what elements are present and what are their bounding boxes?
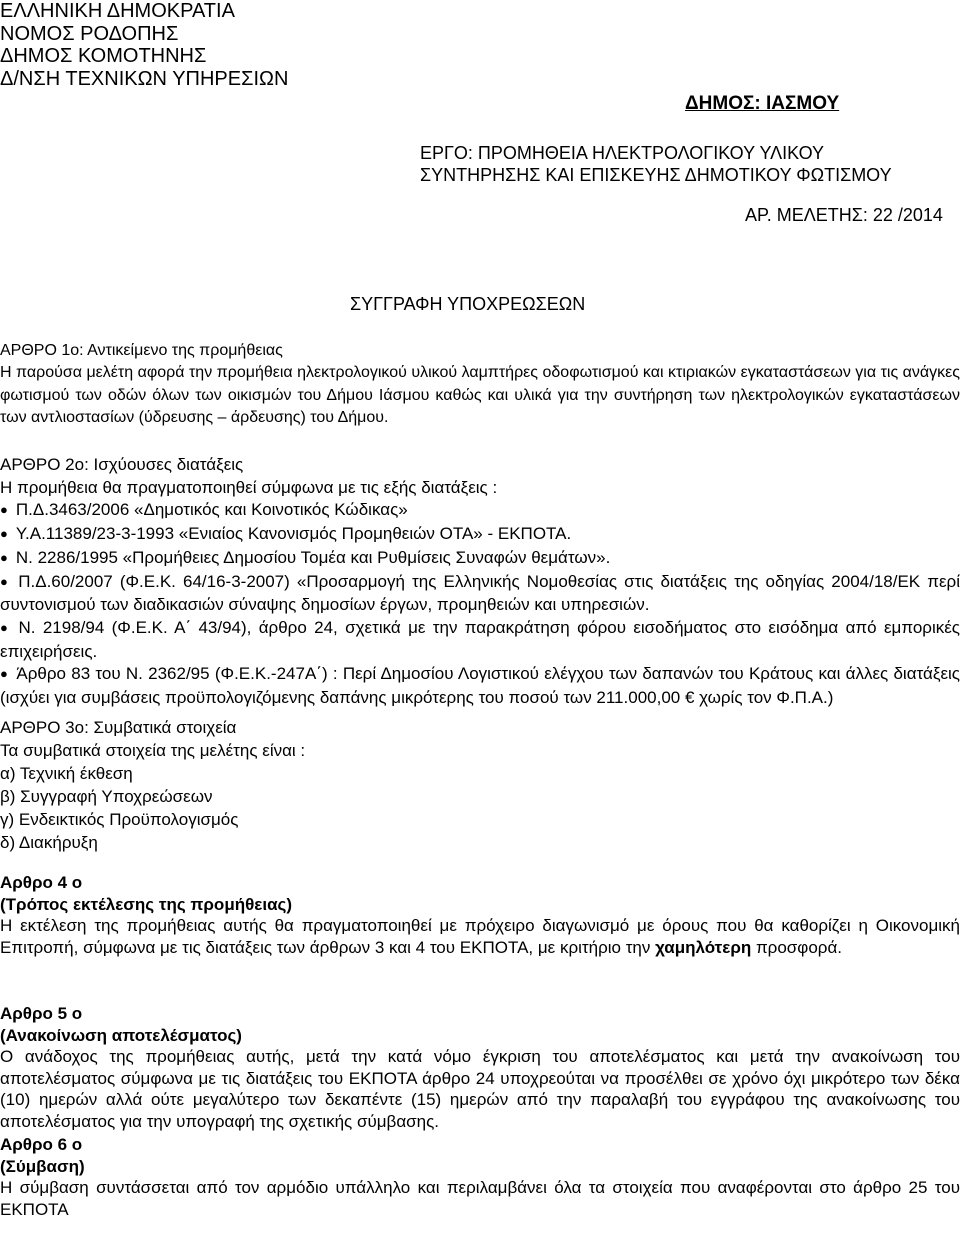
article-6-text: Η σύμβαση συντάσσεται από τον αρμόδιο υπάλληλο και περιλαμβάνει όλα τα στοιχεία που αναφέρονται στο άρθρο 25 του ΕΚΠΟΤΑ (0, 1178, 960, 1219)
authority-header (0, 0, 288, 90)
project-line-1: ΕΡΓΟ: ΠΡΟΜΗΘΕΙΑ ΗΛΕΚΤΡΟΛΟΓΙΚΟΥ ΥΛΙΚΟΥ (420, 143, 825, 163)
article-1 (0, 340, 960, 430)
header-line: ΕΛΛΗΝΙΚΗ ΔΗΜΟΚΡΑΤΙΑ (0, 0, 235, 22)
article-4-text-end: προσφορά. (751, 937, 843, 957)
article-5 (0, 1003, 960, 1133)
list-item: ● Π.Δ.3463/2006 «Δημοτικός και Κοινοτικός Κώδικας» (0, 499, 960, 523)
article-3-intro: Τα συμβατικά στοιχεία της μελέτης είναι : (0, 741, 306, 760)
article-2-heading: ΑΡΘΡΟ 2ο: Ισχύουσες διατάξεις (0, 455, 244, 474)
municipality-label: ΔΗΜΟΣ: ΙΑΣΜΟΥ (685, 93, 840, 114)
list-item: γ) Ενδεικτικός Προϋπολογισμός (0, 810, 239, 829)
article-6 (0, 1134, 960, 1220)
article-5-subheading: (Ανακοίνωση αποτελέσματος) (0, 1025, 242, 1045)
article-5-heading: Αρθρο 5 ο (0, 1004, 83, 1023)
list-item: ● Ν. 2286/1995 «Προμήθειες Δημοσίου Τομέα και Ρυθμίσεις Συναφών θεμάτων». (0, 547, 960, 571)
article-4-heading: Αρθρο 4 ο (0, 873, 83, 892)
article-4 (0, 872, 960, 958)
header-line: ΔΗΜΟΣ ΚΟΜΟΤΗΝΗΣ (0, 45, 207, 67)
article-6-subheading: (Σύμβαση) (0, 1156, 85, 1176)
article-4-text-main: Η εκτέλεση της προμήθειας αυτής θα πραγματοποιηθεί με πρόχειρο διαγωνισμό με όρους που θα καθορίζει η Οικονομική Επιτροπή, σύμφωνα με τις διατάξεις των άρθρων 3 και 4 του ΕΚΠΟΤΑ, με κριτήριο την (0, 916, 960, 957)
article-6-heading: Αρθρο 6 ο (0, 1135, 83, 1154)
article-2-intro: Η προμήθεια θα πραγματοποιηθεί σύμφωνα με τις εξής διατάξεις : (0, 477, 498, 497)
list-item: ● Π.Δ.60/2007 (Φ.Ε.Κ. 64/16-3-2007) «Προσαρμογή της Ελληνικής Νομοθεσίας στις διατάξεις της οδηγίας 2004/18/ΕΚ περί συντονισμού των διαδικασιών σύναψης δημοσίων έργων, προμηθειών και υπηρεσιών. (0, 571, 960, 617)
article-4-subheading: (Τρόπος εκτέλεσης της προμήθειας) (0, 894, 293, 914)
list-item: δ) Διακήρυξη (0, 833, 98, 852)
document-title: ΣΥΓΓΡΑΦΗ ΥΠΟΧΡΕΩΣΕΩΝ (350, 294, 586, 314)
article-2 (0, 454, 960, 710)
article-3 (0, 716, 960, 854)
study-number: ΑΡ. ΜΕΛΕΤΗΣ: 22 /2014 (745, 205, 943, 225)
article-1-heading: ΑΡΘΡΟ 1ο: Αντικείμενο της προμήθειας (0, 342, 283, 359)
article-3-heading: ΑΡΘΡΟ 3ο: Συμβατικά στοιχεία (0, 718, 237, 737)
project-line-2: ΣΥΝΤΗΡΗΣΗΣ ΚΑΙ ΕΠΙΣΚΕΥΗΣ ΔΗΜΟΤΙΚΟΥ ΦΩΤΙΣΜΟΥ (420, 164, 892, 185)
article-1-text: Η παρούσα μελέτη αφορά την προμήθεια ηλεκτρολογικού υλικού λαμπτήρες οδοφωτισμού και κτιριακών εγκαταστάσεων για τις ανάγκες φωτισμού των οδών όλων των οικισμών του Δήμου Ιάσμου καθώς και υλικά για την συντήρηση των ηλεκτρολογικών εγκαταστάσεων των αντλιοστασίων (ύδρευσης – άρδευσης) του Δήμου. (0, 364, 960, 427)
article-4-text (0, 915, 960, 958)
list-item: ● Υ.Α.11389/23-3-1993 «Ενιαίος Κανονισμός Προμηθειών ΟΤΑ» - ΕΚΠΟΤΑ. (0, 523, 960, 547)
list-item: α) Τεχνική έκθεση (0, 764, 133, 783)
list-item: ● Ν. 2198/94 (Φ.Ε.Κ. Α΄ 43/94), άρθρο 24, σχετικά με την παρακράτηση φόρου εισοδήματος στο εισόδημα από εμπορικές επιχειρήσεις. (0, 617, 960, 663)
header-line: ΝΟΜΟΣ ΡΟΔΟΠΗΣ (0, 22, 179, 45)
article-5-text: Ο ανάδοχος της προμήθειας αυτής, μετά την κατά νόμο έγκριση του αποτελέσματος και μετά την ανακοίνωση του αποτελέσματος σύμφωνα με τις διατάξεις του ΕΚΠΟΤΑ άρθρο 24 υποχρεούται να προσέλθει σε χρόνο όχι μικρότερο των δέκα (10) ημερών αλλά ούτε μεγαλύτερο των δεκαπέντε (15) ημερών από την παραλαβή του εγγράφου της ανακοίνωσης του αποτελέσματος για την υπογραφή της σχετικής σύμβασης. (0, 1047, 960, 1131)
list-item: β) Συγγραφή Υποχρεώσεων (0, 787, 213, 806)
list-item: ● Άρθρο 83 του Ν. 2362/95 (Φ.Ε.Κ.-247Α΄) : Περί Δημοσίου Λογιστικού ελέγχου των δαπανών του Κράτους και άλλες διατάξεις (ισχύει για συμβάσεις προϋπολογιζόμενης δαπάνης μικρότερης του ποσού των 211.000,00 € χωρίς τον Φ.Π.Α.) (0, 663, 960, 709)
header-line: Δ/ΝΣΗ ΤΕΧΝΙΚΩΝ ΥΠΗΡΕΣΙΩΝ (0, 67, 289, 90)
article-4-text-bold: χαμηλότερη (655, 937, 752, 957)
project-title (420, 143, 892, 186)
